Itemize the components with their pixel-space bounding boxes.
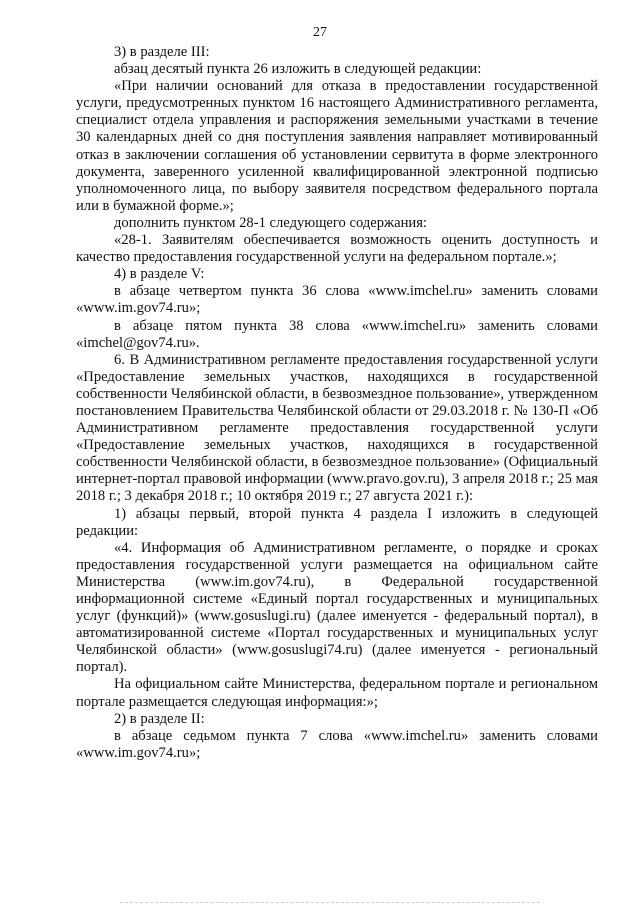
scan-edge-artifact — [120, 899, 540, 903]
paragraph-add-28-1: дополнить пунктом 28-1 следующего содержания: — [114, 214, 427, 231]
paragraph-amend-7: в абзаце седьмом пункта 7 слова «www.imchel.ru» заменить словами «www.im.gov74.ru»; — [76, 727, 598, 761]
paragraph-item-6: 6. В Административном регламенте предоставления государственной услуги «Предоставление земельных участков, находящихся в государственной собственности Челябинской области, в безвозмездное пользование», утвержденном постановлением Правительства Челябинской области от 29.03.2018 г. № 130-П «Об Административном регламенте предоставления государственной услуги «Предоставление земельных участков, находящихся в государственной собственности Челябинской области, в безвозмездное пользование» (Официальный интернет-портал правовой информации (www.pravo.gov.ru), 3 апреля 2018 г.; 25 мая 2018 г.; 3 декабря 2018 г.; 10 октября 2019 г.; 27 августа 2021 г.): — [76, 351, 598, 505]
paragraph-section-3: 3) в разделе III: — [114, 44, 210, 60]
paragraph-amend-36: в абзаце четвертом пункта 36 слова «www.imchel.ru» заменить словами «www.im.gov74.ru»; — [76, 283, 598, 317]
paragraph-info-list: На официальном сайте Министерства, федеральном портале и региональном портале размещается следующая информация:»; — [76, 676, 598, 710]
paragraph-amend-4: 1) абзацы первый, второй пункта 4 раздела I изложить в следующей редакции: — [76, 505, 598, 539]
paragraph-quote-refusal: «При наличии оснований для отказа в предоставлении государственной услуги, предусмотренных пунктом 16 настоящего Административного регламента, специалист отдела управления и распоряжения земельными участками в течение 30 календарных дней со дня поступления заявления направляет мотивированный отказ в заключении соглашения об установлении сервитута в форме электронного документа, заверенного усиленной квалифицированной электронной подписью уполномоченного лица, по выбору заявителя посредством федерального портала или в бумажной форме.»; — [76, 78, 598, 214]
paragraph-quote-28-1: «28-1. Заявителям обеспечивается возможность оценить доступность и качество предоставления государственной услуги на федеральном портале.»; — [76, 232, 598, 266]
document-body — [76, 44, 598, 762]
paragraph-amend-38: в абзаце пятом пункта 38 слова «www.imchel.ru» заменить словами «imchel@gov74.ru». — [76, 317, 598, 351]
paragraph-amend-26: абзац десятый пункта 26 изложить в следующей редакции: — [114, 61, 482, 78]
paragraph-section-2: 2) в разделе II: — [114, 710, 205, 727]
paragraph-quote-4: «4. Информация об Административном регламенте, о порядке и сроках предоставления государственной услуги размещается на официальном сайте Министерства (www.im.gov74.ru), в Федеральной государственной информационной системе «Единый портал государственных и муниципальных услуг (функций)» (www.gosuslugi.ru) (далее именуется - федеральный портал), в автоматизированной системе «Портал государственных и муниципальных услуг Челябинской области» (www.gosuslugi74.ru) (далее именуется - региональный портал). — [76, 539, 598, 676]
page-number: 27 — [313, 25, 327, 40]
paragraph-section-5: 4) в разделе V: — [114, 266, 205, 283]
